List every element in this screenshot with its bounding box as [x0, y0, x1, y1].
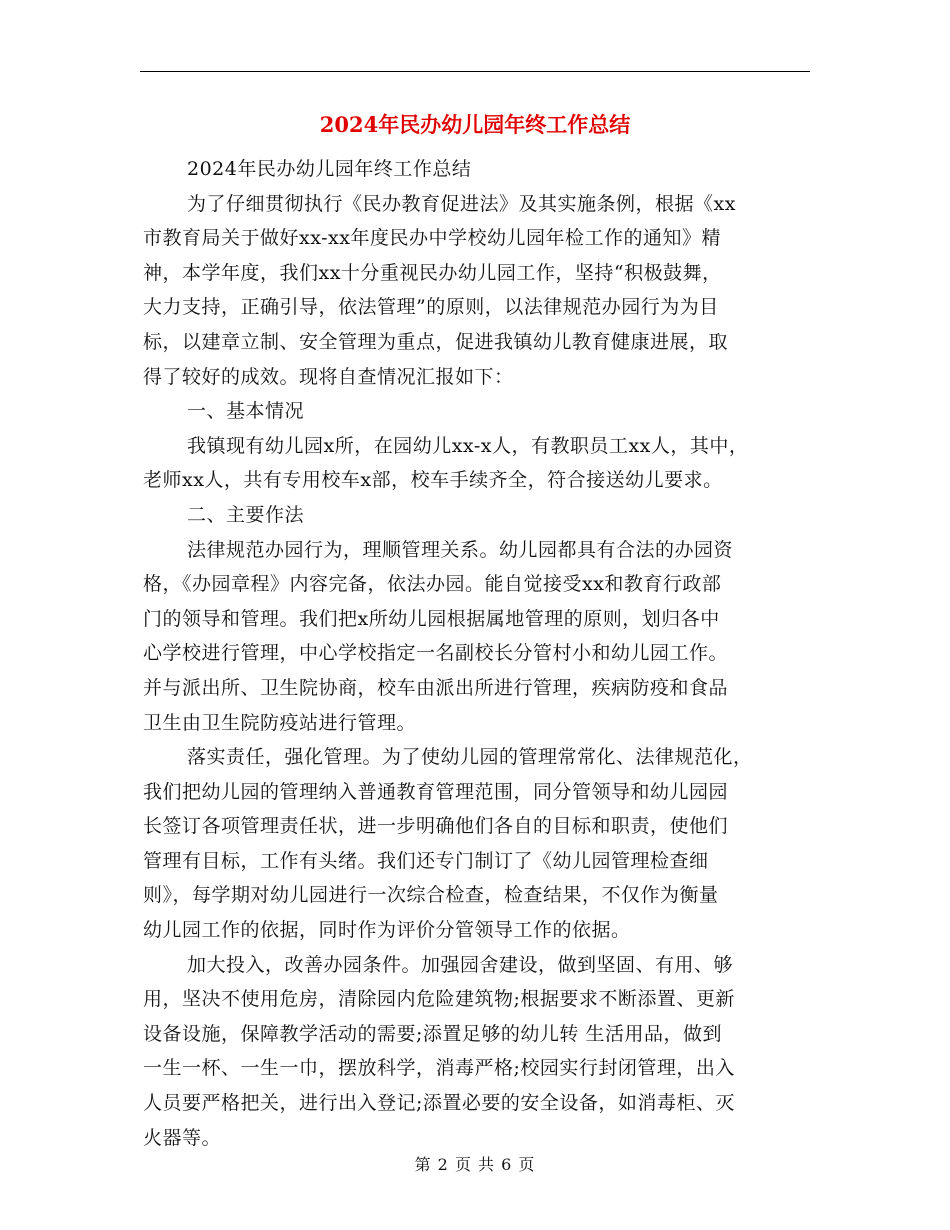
text-line: 则》，每学期对幼儿园进行一次综合检查，检查结果，不仅作为衡量	[143, 884, 719, 907]
text-line: 老师xx人，共有专用校车x部，校车手续齐全，符合接送幼儿要求。	[143, 469, 723, 492]
text-line: 卫生由卫生院防疫站进行管理。	[143, 711, 417, 734]
text-line: 大力支持，正确引导，依法管理”的原则，以法律规范办园行为为目	[143, 296, 719, 319]
text-line: 2024年民办幼儿园年终工作总结	[187, 158, 472, 180]
text-line: 我们把幼儿园的管理纳入普通教育管理范围，同分管领导和幼儿园园	[143, 780, 729, 803]
document-title: 2024年民办幼儿园年终工作总结	[319, 112, 631, 137]
document-body	[143, 152, 819, 1155]
text-line: 标，以建章立制、安全管理为重点，促进我镇幼儿教育健康进展，取	[143, 330, 729, 353]
text-line: 心学校进行管理，中心学校指定一名副校长分管村小和幼儿园工作。	[143, 642, 729, 665]
text-line: 幼儿园工作的依据，同时作为评价分管领导工作的依据。	[143, 919, 631, 942]
text-line: 加大投入，改善办园条件。加强园舍建设，做到坚固、有用、够	[187, 953, 734, 976]
text-line: 为了仔细贯彻执行《民办教育促进法》及其实施条例，根据《xx	[187, 192, 736, 215]
text-line: 落实责任，强化管理。为了使幼儿园的管理常常化、法律规范化，	[187, 746, 753, 769]
header-rule	[140, 71, 810, 72]
text-line: 市教育局关于做好xx-xx年度民办中学校幼儿园年检工作的通知》精	[143, 227, 721, 250]
page-number-footer: 第 2 页 共 6 页	[414, 1155, 536, 1174]
text-line: 人员要严格把关，进行出入登记;添置必要的安全设备，如消毒柜、灭	[143, 1092, 735, 1115]
text-line: 一生一杯、一生一巾，摆放科学，消毒严格;校园实行封闭管理，出入	[143, 1057, 735, 1080]
text-line: 设备设施，保障教学活动的需要;添置足够的幼儿转 生活用品，做到	[143, 1022, 722, 1045]
text-line: 法律规范办园行为，理顺管理关系。幼儿园都具有合法的办园资	[187, 538, 734, 561]
text-line: 神，本学年度，我们xx十分重视民办幼儿园工作，坚持“积极鼓舞，	[143, 261, 722, 284]
text-line: 并与派出所、卫生院协商，校车由派出所进行管理，疾病防疫和食品	[143, 676, 729, 699]
text-line: 得了较好的成效。现将自查情况汇报如下：	[143, 365, 514, 388]
text-line: 一、基本情况	[187, 400, 305, 423]
text-line: 格，《办园章程》内容完备，依法办园。能自觉接受xx和教育行政部	[143, 573, 722, 596]
text-line: 火器等。	[143, 1126, 222, 1149]
text-line: 二、主要作法	[187, 503, 305, 526]
text-line: 我镇现有幼儿园x所，在园幼儿xx-x人，有教职员工xx人，其中，	[187, 434, 749, 457]
text-line: 管理有目标，工作有头绪。我们还专门制订了《幼儿园管理检查细	[143, 849, 709, 872]
text-line: 门的领导和管理。我们把x所幼儿园根据属地管理的原则，划归各中	[143, 607, 720, 630]
text-line: 用，坚决不使用危房，清除园内危险建筑物;根据要求不断添置、更新	[143, 988, 735, 1011]
text-line: 长签订各项管理责任状，进一步明确他们各自的目标和职责，使他们	[143, 815, 729, 838]
